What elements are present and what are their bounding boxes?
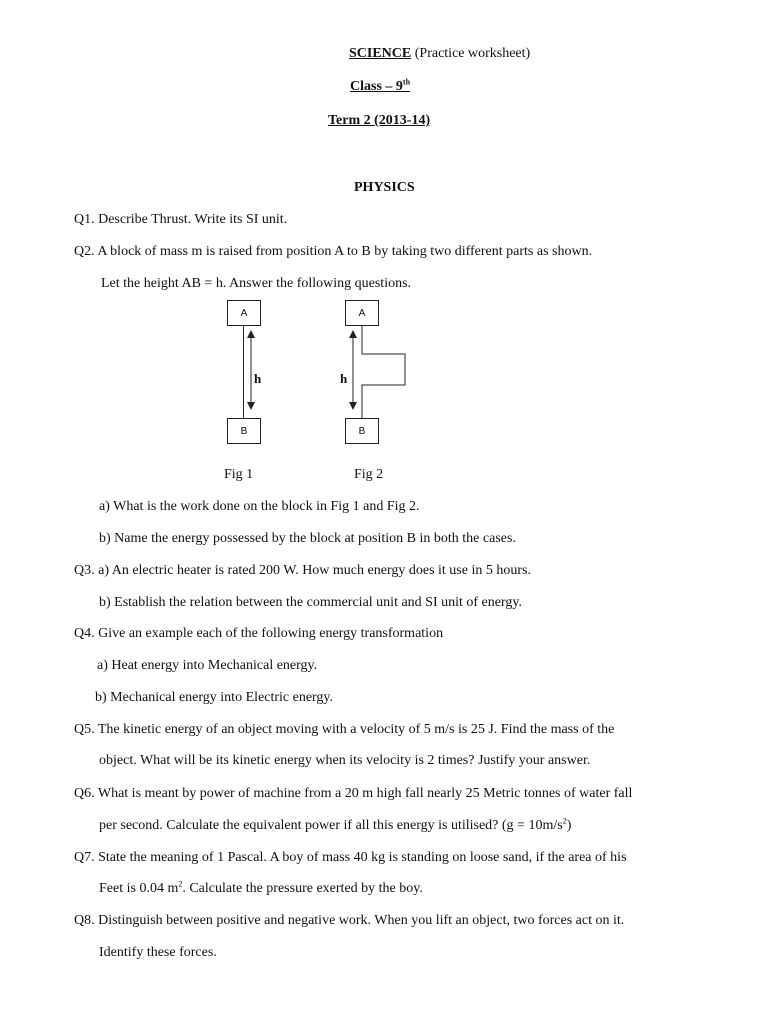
question-4b: b) Mechanical energy into Electric energy.	[95, 690, 334, 705]
fig1-height-label: h	[254, 371, 262, 386]
fig2-box-a: A	[345, 300, 379, 326]
fig2-box-b: B	[345, 418, 379, 444]
question-3a: Q3. a) An electric heater is rated 200 W. How much energy does it use in 5 hours.	[74, 563, 531, 578]
section-title: PHYSICS	[354, 180, 415, 195]
question-8-line2: Identify these forces.	[99, 945, 217, 960]
subject-suffix: (Practice worksheet)	[411, 46, 531, 61]
question-2a: a) What is the work done on the block in Fig 1 and Fig 2.	[99, 499, 420, 514]
class-label	[350, 78, 410, 96]
question-6-line1: Q6. What is meant by power of machine from a 20 m high fall nearly 25 Metric tonnes of water fall	[74, 786, 633, 801]
question-7-line2-text: Feet is 0.04 m	[99, 881, 179, 896]
question-8-line1: Q8. Distinguish between positive and negative work. When you lift an object, two forces act on it.	[74, 913, 625, 928]
question-4a: a) Heat energy into Mechanical energy.	[97, 658, 318, 673]
question-6-line2	[99, 817, 571, 835]
question-5-line1: Q5. The kinetic energy of an object moving with a velocity of 5 m/s is 25 J. Find the mass of the	[74, 722, 615, 737]
fig2-path-line	[358, 325, 410, 419]
fig1-box-b: B	[227, 418, 261, 444]
fig1-height-arrow	[245, 330, 257, 410]
worksheet-title	[349, 45, 530, 63]
question-7-line2	[99, 880, 423, 898]
fig2-height-arrow	[347, 330, 359, 410]
question-2b: b) Name the energy possessed by the block at position B in both the cases.	[99, 531, 516, 546]
fig1-path-line	[243, 325, 244, 418]
term-label: Term 2 (2013-14)	[328, 113, 431, 128]
question-7-line2-end: . Calculate the pressure exerted by the boy.	[182, 881, 423, 896]
fig1-caption: Fig 1	[224, 467, 254, 482]
question-1: Q1. Describe Thrust. Write its SI unit.	[74, 212, 288, 227]
question-2-line1: Q2. A block of mass m is raised from position A to B by taking two different parts as shown.	[74, 244, 593, 259]
subject-label: SCIENCE	[349, 46, 412, 61]
question-2-line2: Let the height AB = h. Answer the following questions.	[101, 276, 412, 291]
class-text: Class – 9	[350, 79, 403, 94]
class-superscript: th	[402, 77, 411, 87]
question-5-line2: object. What will be its kinetic energy when its velocity is 2 times? Justify your answer.	[99, 753, 591, 768]
fig2-caption: Fig 2	[354, 467, 384, 482]
question-6-superscript: 2	[562, 816, 567, 826]
fig2-height-label: h	[340, 371, 348, 386]
question-6-line2-end: )	[566, 818, 572, 833]
question-7-superscript: 2	[178, 879, 183, 889]
question-4: Q4. Give an example each of the following energy transformation	[74, 626, 444, 641]
fig1-box-a: A	[227, 300, 261, 326]
question-7-line1: Q7. State the meaning of 1 Pascal. A boy of mass 40 kg is standing on loose sand, if the area of his	[74, 850, 627, 865]
question-3b: b) Establish the relation between the commercial unit and SI unit of energy.	[99, 595, 522, 610]
question-6-line2-text: per second. Calculate the equivalent power if all this energy is utilised? (g = 10m/s	[99, 818, 563, 833]
